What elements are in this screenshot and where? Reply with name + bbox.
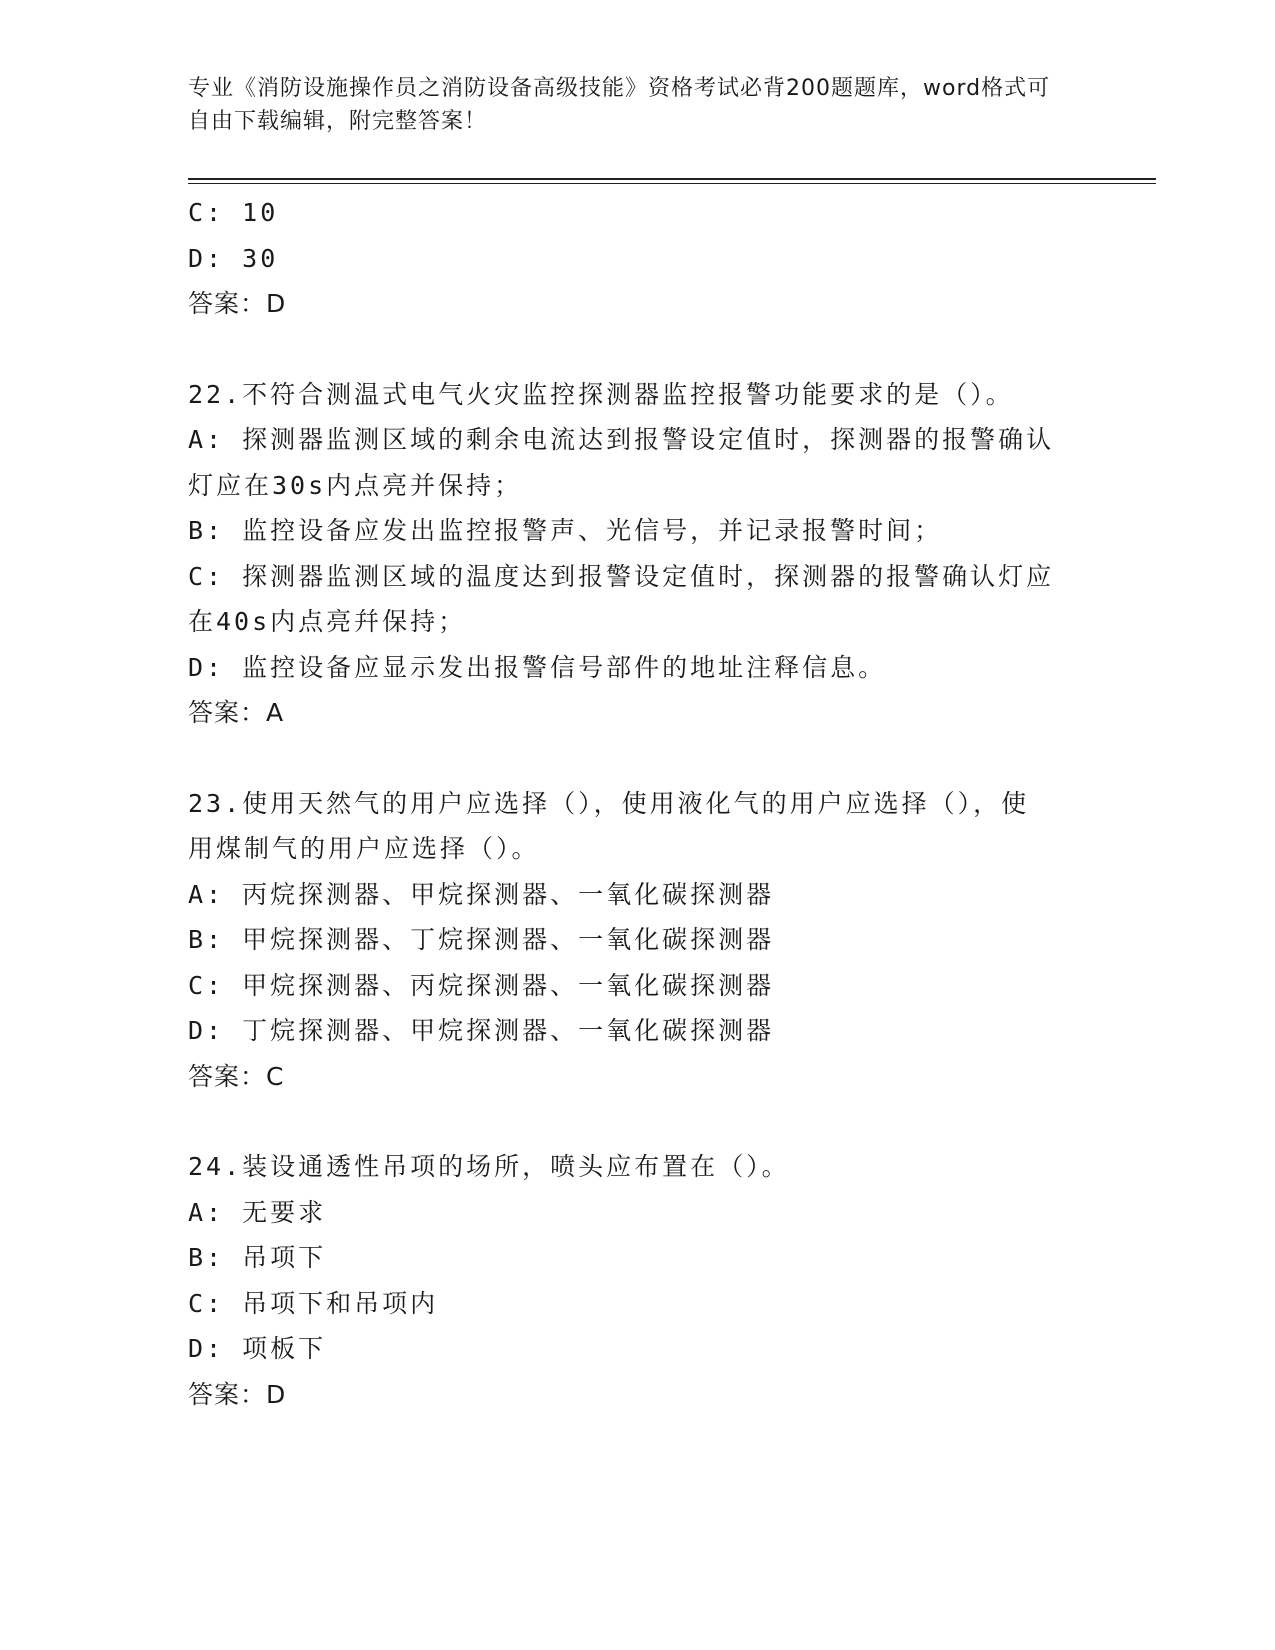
option-a: A: 丙烷探测器、甲烷探测器、一氧化碳探测器 [188,879,775,909]
header-rule-thin [188,183,1156,184]
option-c: C: 探测器监测区域的温度达到报警设定值时，探测器的报警确认灯应 [188,561,1055,591]
question-24 [188,1144,1088,1417]
question-22 [188,372,1088,736]
option-a-continued: 灯应在30s内点亮并保持； [188,470,523,500]
answer-line: 答案：C [188,1061,285,1091]
option-b: B: 监控设备应发出监控报警声、光信号，并记录报警时间； [188,516,943,545]
option-b: B: 甲烷探测器、丁烷探测器、一氧化碳探测器 [188,925,775,954]
option-c: C: 甲烷探测器、丙烷探测器、一氧化碳探测器 [188,970,775,1000]
option-d: D: 项板下 [188,1334,327,1363]
option-d: D: 丁烷探测器、甲烷探测器、一氧化碳探测器 [188,1016,775,1045]
option-a: A: 探测器监测区域的剩余电流达到报警设定值时，探测器的报警确认 [188,425,1055,454]
option-b: B: 吊项下 [188,1243,327,1272]
option-d: D: 30 [188,243,279,273]
answer-line: 答案：A [188,698,285,727]
answer-line: 答案：D [188,289,287,318]
option-d: D: 监控设备应显示发出报警信号部件的地址注释信息。 [188,652,887,682]
question-stem: 24.装设通透性吊项的场所，喷头应布置在（）。 [188,1152,790,1181]
document-header: 专业《消防设施操作员之消防设备高级技能》资格考试必背200题题库，word格式可自由下载编辑，附完整答案！ [188,76,1051,134]
previous-question-tail [188,190,1088,327]
option-a: A: 无要求 [188,1197,327,1227]
answer-line: 答案：D [188,1379,287,1409]
option-c: C: 10 [188,198,279,227]
question-stem-continued: 用煤制气的用户应选择（）。 [188,834,540,863]
option-c-continued: 在40s内点亮幷保持； [188,607,467,636]
option-c: C: 吊项下和吊项内 [188,1288,439,1318]
question-23 [188,781,1088,1100]
question-stem: 22.不符合测温式电气火灾监控探测器监控报警功能要求的是（）。 [188,379,1014,409]
question-stem: 23.使用天然气的用户应选择（），使用液化气的用户应选择（），使 [188,788,1030,818]
header-rule-thick [188,178,1156,180]
document-body [188,190,1088,1417]
